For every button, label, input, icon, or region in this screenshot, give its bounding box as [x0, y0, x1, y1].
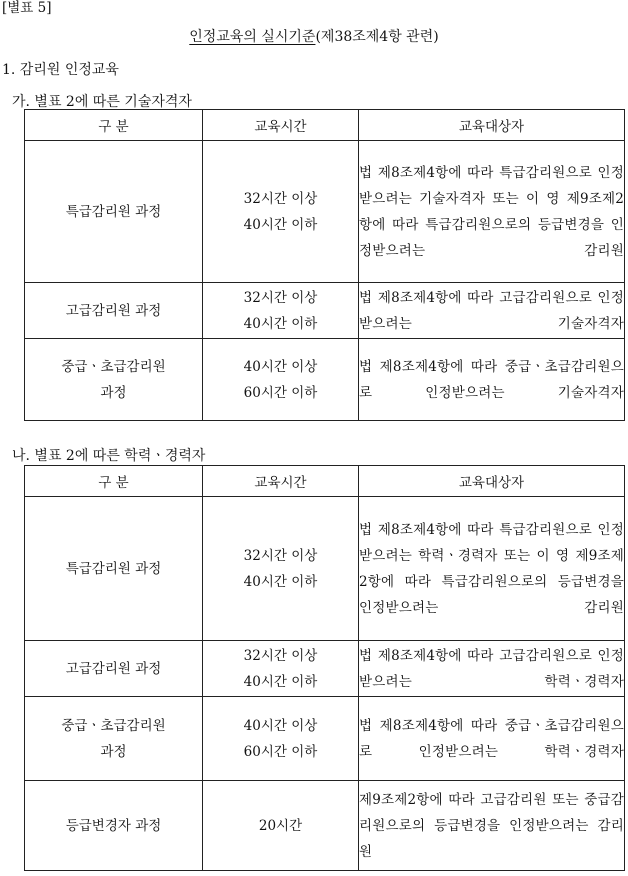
- column-header-hours: 교육시간: [203, 110, 359, 141]
- hours-cell: [203, 141, 359, 283]
- hours-cell: [203, 497, 359, 641]
- hours-cell: [203, 697, 359, 781]
- target-text: 법 제8조제4항에 따라 고급감리원으로 인정받으려는 기술자격자: [359, 289, 624, 332]
- hours-max: 40시간 이하: [243, 673, 318, 690]
- target-cell: [359, 141, 625, 283]
- table-row: [25, 339, 625, 421]
- document-title-main: 인정교육의 실시기준: [189, 29, 316, 45]
- hours-single: 20시간: [258, 817, 303, 834]
- hours-cell: [203, 781, 359, 871]
- subsection-heading-a: 가. 별표 2에 따른 기술자격자: [12, 94, 192, 110]
- hours-min: 32시간 이상: [243, 190, 318, 207]
- target-cell: [359, 781, 625, 871]
- column-header-target: 교육대상자: [359, 110, 625, 141]
- table-row: [25, 141, 625, 283]
- course-name-cell: [25, 141, 203, 283]
- table-row: [25, 697, 625, 781]
- target-text: 법 제8조제4항에 따라 중급ㆍ초급감리원으로 인정받으려는 학력ㆍ경력자: [359, 717, 624, 760]
- hours-max: 40시간 이하: [243, 315, 318, 332]
- education-table-technical: [24, 109, 625, 421]
- document-title-suffix: (제38조제4항 관련): [315, 29, 439, 45]
- target-cell: [359, 283, 625, 339]
- course-name: 고급감리원 과정: [65, 302, 162, 319]
- course-name-line-1: 중급ㆍ초급감리원: [61, 717, 166, 734]
- course-name-line-1: 중급ㆍ초급감리원: [61, 358, 166, 375]
- hours-max: 40시간 이하: [243, 216, 318, 233]
- course-name-cell: [25, 283, 203, 339]
- table-header-row: [25, 466, 625, 497]
- hours-min: 40시간 이상: [243, 358, 318, 375]
- table-header-row: [25, 110, 625, 141]
- table-row: [25, 497, 625, 641]
- target-text: 제9조제2항에 따라 고급감리원 또는 중급감리원으로의 등급변경을 인정받으려는 감리원: [359, 791, 624, 860]
- target-cell: [359, 497, 625, 641]
- table-row: [25, 781, 625, 871]
- hours-cell: [203, 339, 359, 421]
- subsection-heading-b: 나. 별표 2에 따른 학력ㆍ경력자: [12, 448, 206, 464]
- target-text: 법 제8조제4항에 따라 특급감리원으로 인정받으려는 기술자격자 또는 이 영 제9조제2항에 따라 특급감리원으로의 등급변경을 인정받으려는 감리원: [359, 164, 624, 259]
- annex-tag: [별표 5]: [2, 0, 52, 16]
- course-name-cell: [25, 497, 203, 641]
- target-cell: [359, 641, 625, 697]
- target-text: 법 제8조제4항에 따라 중급ㆍ초급감리원으로 인정받으려는 기술자격자: [359, 358, 624, 401]
- section-heading: 1. 감리원 인정교육: [2, 62, 119, 78]
- course-name-line-2: 과정: [100, 384, 127, 401]
- education-table-academic: [24, 465, 625, 871]
- column-header-category: 구 분: [25, 110, 203, 141]
- target-cell: [359, 339, 625, 421]
- target-text: 법 제8조제4항에 따라 고급감리원으로 인정받으려는 학력ㆍ경력자: [359, 647, 624, 690]
- column-header-category: 구 분: [25, 466, 203, 497]
- hours-cell: [203, 283, 359, 339]
- column-header-target: 교육대상자: [359, 466, 625, 497]
- target-text: 법 제8조제4항에 따라 특급감리원으로 인정받으려는 학력ㆍ경력자 또는 이 영 제9조제2항에 따라 특급감리원으로의 등급변경을 인정받으려는 감리원: [359, 521, 624, 616]
- table-row: [25, 641, 625, 697]
- course-name-cell: [25, 641, 203, 697]
- hours-min: 32시간 이상: [243, 647, 318, 664]
- course-name: 특급감리원 과정: [65, 203, 162, 220]
- hours-max: 60시간 이하: [243, 743, 318, 760]
- column-header-hours: 교육시간: [203, 466, 359, 497]
- course-name-cell: [25, 697, 203, 781]
- course-name-cell: [25, 339, 203, 421]
- hours-cell: [203, 641, 359, 697]
- hours-max: 60시간 이하: [243, 384, 318, 401]
- course-name-cell: [25, 781, 203, 871]
- hours-min: 40시간 이상: [243, 717, 318, 734]
- hours-min: 32시간 이상: [243, 547, 318, 564]
- document-title: [0, 30, 628, 44]
- course-name: 등급변경자 과정: [65, 817, 162, 834]
- table-row: [25, 283, 625, 339]
- target-cell: [359, 697, 625, 781]
- course-name-line-2: 과정: [100, 743, 127, 760]
- hours-min: 32시간 이상: [243, 289, 318, 306]
- course-name: 고급감리원 과정: [65, 660, 162, 677]
- hours-max: 40시간 이하: [243, 573, 318, 590]
- course-name: 특급감리원 과정: [65, 560, 162, 577]
